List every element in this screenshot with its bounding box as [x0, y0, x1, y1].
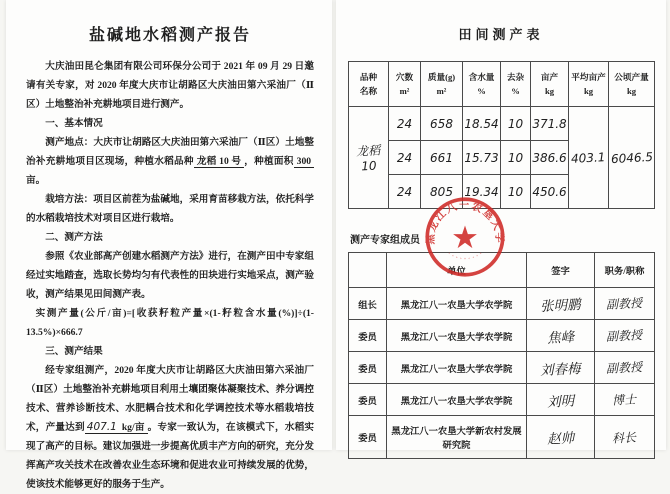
impurity-cell: 10	[501, 107, 531, 141]
yield-formula: 实测产量(公斤/亩)=[收获籽粒产量×(1-籽粒含水量(%)]÷(1-13.5%)×666.7	[26, 308, 314, 338]
section-heading-result: 三、测产结果	[45, 346, 103, 357]
title-cell: 博士	[595, 384, 655, 416]
table-row	[349, 352, 655, 384]
table-row	[349, 107, 655, 141]
report-body	[6, 0, 332, 494]
planting-area-fill: 300	[294, 156, 314, 168]
unit-cell: 黑龙江八一农垦大学新农村发展研究院	[387, 416, 527, 459]
mass-cell: 805	[421, 175, 463, 209]
stamp-arc-text: 黑龙江八一农垦大学	[425, 200, 505, 245]
role-cell: 组长	[349, 288, 387, 320]
title-cell: 副教授	[595, 320, 655, 352]
moisture-cell: 15.73	[463, 141, 501, 175]
avg-yield-cell: 403.1	[569, 107, 609, 209]
unit-cell: 黑龙江八一农垦大学农学院	[387, 352, 527, 384]
signature-cell: 张明鹏	[527, 288, 595, 320]
role-cell: 委员	[349, 416, 387, 459]
header-avg-yield: 平均亩产 kg	[569, 62, 609, 107]
header-yield: 亩产 kg	[531, 62, 569, 107]
rice-variety-fill: 龙稻 10 号	[194, 156, 245, 168]
holes-cell: 24	[389, 141, 421, 175]
signature-cell: 刘春梅	[527, 352, 595, 384]
unit-cell: 黑龙江八一农垦大学农学院	[387, 384, 527, 416]
stamp-bottom-marks: ﹡﹡﹡﹡﹡﹡﹡﹡﹡	[445, 250, 485, 262]
right-page-body	[336, 0, 666, 459]
location-text: 测产地点：大庆市让胡路区大庆油田第六采油厂（Ⅱ区）土地整治补充耕地项目区现场，种植水稻品种	[26, 137, 314, 167]
moisture-cell: 18.54	[463, 107, 501, 141]
paragraph-method: 参照《农业部高产创建水稻测产方法》进行，在测产田中专家组经过实地踏查，选取长势均匀有代表性的田块进行实地采点，测产验收，测产结果见田间测产表。	[26, 251, 314, 300]
moisture-cell: 19.34	[463, 175, 501, 209]
result-text: 经专家组测产，2020 年度大庆市让胡路区大庆油田第六采油厂（Ⅱ区）土地整治补充耕地项目利用土壤团聚体凝聚技术、养分调控技术、营养诊断技术、水肥耦合技术和化学调控技术等水稻栽培技术，产量达到	[26, 365, 314, 433]
unit-cell: 黑龙江八一农垦大学农学院	[387, 288, 527, 320]
header-role	[349, 253, 387, 288]
variety-cell: 龙稻10	[349, 107, 389, 209]
header-holes: 穴数 m²	[389, 62, 421, 107]
signature-cell: 焦峰	[527, 320, 595, 352]
header-mass: 质量(g) m²	[421, 62, 463, 107]
expert-group-table	[348, 252, 655, 459]
result-conclusion-text: 。专家一致认为，在该模式下，水稻实现了高产的目标。建议加强进一步提高优质丰产方向的研究，充分发挥高产攻关技术在改善农业生态环境和促进农业可持续发展的优势，使该技术能够更好的服务于生产。	[26, 422, 314, 490]
header-impurity: 去杂 %	[501, 62, 531, 107]
table-row	[349, 416, 655, 459]
yield-unit-fill: kg/亩	[119, 422, 148, 434]
area-label-text: ，种植面积	[244, 156, 294, 167]
role-cell: 委员	[349, 384, 387, 416]
field-table-header-row	[349, 62, 655, 107]
expert-group-label: 测产专家组成员	[350, 235, 420, 246]
report-intro-paragraph: 大庆油田昆仑集团有限公司环保分公司于 2021 年 09 月 29 日邀请有关专家，对 2020 年度大庆市让胡路区大庆油田第六采油厂（Ⅱ区）土地整治补充耕地项目进行测产。	[26, 61, 314, 110]
yield-cell: 386.6	[531, 141, 569, 175]
paragraph-cultivation: 栽培方法：项目区前茬为盐碱地，采用育苗移栽方法，依托科学的水稻栽培技术对项目区进行栽培。	[26, 194, 314, 224]
field-table-title: 田间测产表	[458, 27, 544, 42]
header-title: 职务/职称	[595, 253, 655, 288]
impurity-cell: 10	[501, 141, 531, 175]
area-unit-text: 亩。	[26, 175, 46, 186]
section-heading-method: 二、测产方法	[45, 232, 103, 243]
title-cell: 副教授	[595, 352, 655, 384]
title-cell: 副教授	[595, 288, 655, 320]
yield-cell: 450.6	[531, 175, 569, 209]
mass-cell: 658	[421, 107, 463, 141]
holes-cell: 24	[389, 175, 421, 209]
table-row	[349, 288, 655, 320]
report-title: 盐碱地水稻测产报告	[88, 27, 251, 44]
header-hectare-yield: 公顷产量 kg	[609, 62, 655, 107]
unit-cell: 黑龙江八一农垦大学农学院	[387, 320, 527, 352]
field-yield-table	[348, 61, 655, 209]
header-unit: 单位	[387, 253, 527, 288]
header-variety: 品种 名称	[349, 62, 389, 107]
table-row	[349, 384, 655, 416]
role-cell: 委员	[349, 320, 387, 352]
paragraph-location	[26, 133, 314, 190]
title-cell: 科长	[595, 416, 655, 459]
section-heading-basic-info: 一、基本情况	[45, 118, 103, 129]
impurity-cell: 10	[501, 175, 531, 209]
header-moisture: 含水量 %	[463, 62, 501, 107]
table-row	[349, 320, 655, 352]
mass-cell: 661	[421, 141, 463, 175]
report-page	[6, 0, 332, 490]
signature-cell: 赵帅	[527, 416, 595, 459]
yield-cell: 371.8	[531, 107, 569, 141]
expert-table-header-row	[349, 253, 655, 288]
role-cell: 委员	[349, 352, 387, 384]
measurement-tables-page	[336, 0, 666, 450]
signature-cell: 刘明	[527, 384, 595, 416]
yield-value-handwritten: 407.1	[86, 421, 117, 433]
paragraph-result	[26, 361, 314, 494]
hectare-yield-cell: 6046.5	[609, 107, 655, 209]
header-signature: 签字	[527, 253, 595, 288]
holes-cell: 24	[389, 107, 421, 141]
